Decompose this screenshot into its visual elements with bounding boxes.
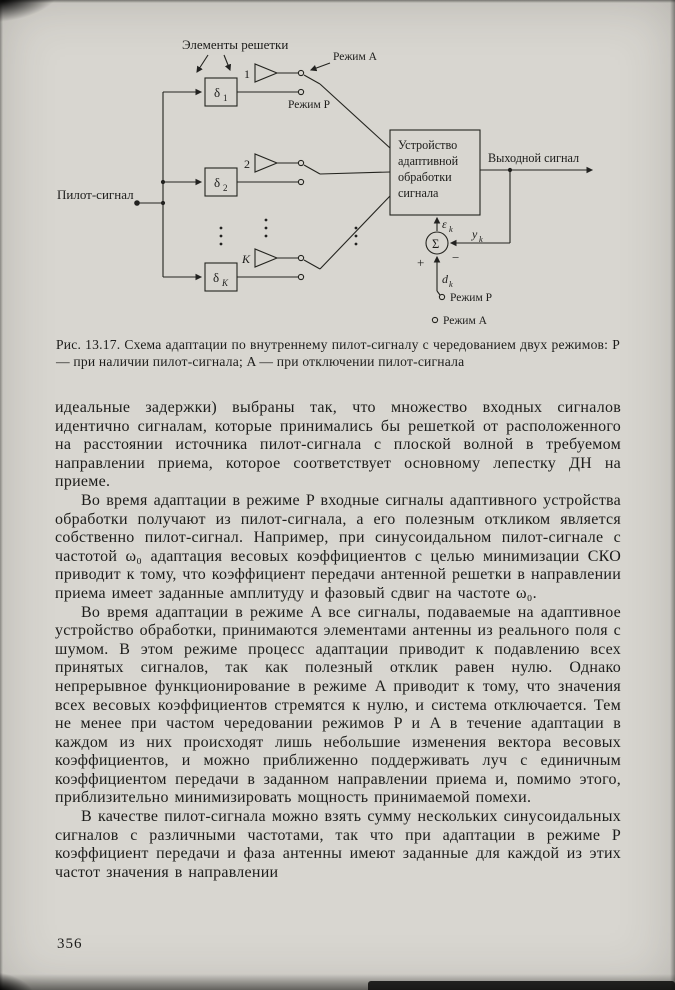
delay-1-symbol: δ xyxy=(214,85,221,100)
scan-edge-bottom-bar xyxy=(368,981,675,990)
mode-a-top-label: Режим A xyxy=(333,51,377,63)
sigma-symbol: Σ xyxy=(432,237,440,251)
delay-k-subscript: K xyxy=(222,278,229,288)
channel-2-number: 2 xyxy=(244,157,250,171)
processor-line-1: Устройство xyxy=(398,138,458,152)
scan-edge-top xyxy=(0,0,675,3)
delay-k-symbol: δ xyxy=(213,270,220,285)
mode-a-bottom-label: Режим A xyxy=(443,315,487,327)
figure-13-17-diagram xyxy=(0,0,675,335)
paragraph: идеальные задержки) выбраны так, что множество входных сигналов идентично сигналам, которые принимались бы решеткой от расположенного на расстоянии источника пилот-сигнала с плоской волной в требуемом направлении приема, которое соответствует основному лепестку ДН на приеме. xyxy=(55,399,621,491)
paragraph: Во время адаптации в режиме A все сигналы, подаваемые на адаптивное устройство обработки, принимаются элементами антенны из реального поля с шумом. В этом режиме процесс адаптации приводит к подавлению всех принятых сигналов, так как полезный отклик равен нулю. Однако непрерывное функционирование в режиме A приводит к тому, что значения всех весовых коэффициентов стремятся к нулю, и система отключается. Тем не менее при частом чередовании режимов P и A в течение адаптации в каждом из них происходят лишь небольшие изменения вектора весовых коэффициентов, и можно приближенно поддерживать луч с единичным коэффициентом передачи в заданном направлении приема и, помимо этого, приблизительно минимизировать мощность принимаемой помехи. xyxy=(55,603,621,807)
mode-p-top-label: Режим P xyxy=(288,99,330,111)
paragraph: В качестве пилот-сигнала можно взять сумму нескольких синусоидальных сигналов с различными частотами, так что при адаптации в режиме P коэффициент передачи и фаза антенны имеют заданные для каждой из этих частот значения в направлении xyxy=(55,808,621,881)
scan-edge-left xyxy=(0,0,3,990)
plus-sign: + xyxy=(417,255,425,270)
body-text xyxy=(55,399,621,882)
channel-1-number: 1 xyxy=(244,67,250,81)
delay-2-symbol: δ xyxy=(214,175,221,190)
pilot-signal-label: Пилот-сигнал xyxy=(57,187,134,202)
y-symbol: y xyxy=(472,227,478,241)
paragraph: Во время адаптации в режиме P входные сигналы адаптивного устройства обработки получают из пилот-сигнала, а его полезным откликом является собственно пилот-сигнал. Например, при синусоидальном пилот-сигнале с частотой ω₀ адаптация весовых коэффициентов с целью минимизации СКО приводит к тому, что коэффициент передачи антенной решетки в направлении приема имеет заданные амплитуду и фазовый сдвиг на частоте ω₀. xyxy=(55,491,621,602)
scan-edge-corner-bottom-left xyxy=(0,972,36,990)
mode-p-bottom-label: Режим P xyxy=(450,292,492,304)
output-signal-label: Выходной сигнал xyxy=(488,151,580,165)
delay-2-subscript: 2 xyxy=(223,183,228,193)
epsilon-symbol: ε xyxy=(442,217,447,231)
scan-edge-corner-top-left xyxy=(0,0,60,22)
d-subscript: k xyxy=(449,279,453,289)
processor-line-3: обработки xyxy=(398,170,452,184)
figure-caption: Рис. 13.17. Схема адаптации по внутреннему пилот-сигналу с чередованием двух режимов: P — при наличии пилот-сигнала; A — при отключении пилот-сигнала xyxy=(56,337,620,369)
y-subscript: k xyxy=(479,234,483,244)
figure-wiring xyxy=(137,55,592,295)
channel-k-number: K xyxy=(242,252,251,266)
figure-junction-dots xyxy=(134,168,512,246)
scan-edge-right xyxy=(670,0,675,990)
page-number: 356 xyxy=(57,936,83,952)
processor-line-4: сигнала xyxy=(398,186,439,200)
array-elements-label: Элементы решетки xyxy=(182,37,289,52)
minus-sign: − xyxy=(452,250,460,265)
delay-1-subscript: 1 xyxy=(223,93,228,103)
epsilon-subscript: k xyxy=(449,224,453,234)
processor-line-2: адаптивной xyxy=(398,154,459,168)
d-symbol: d xyxy=(442,272,448,286)
